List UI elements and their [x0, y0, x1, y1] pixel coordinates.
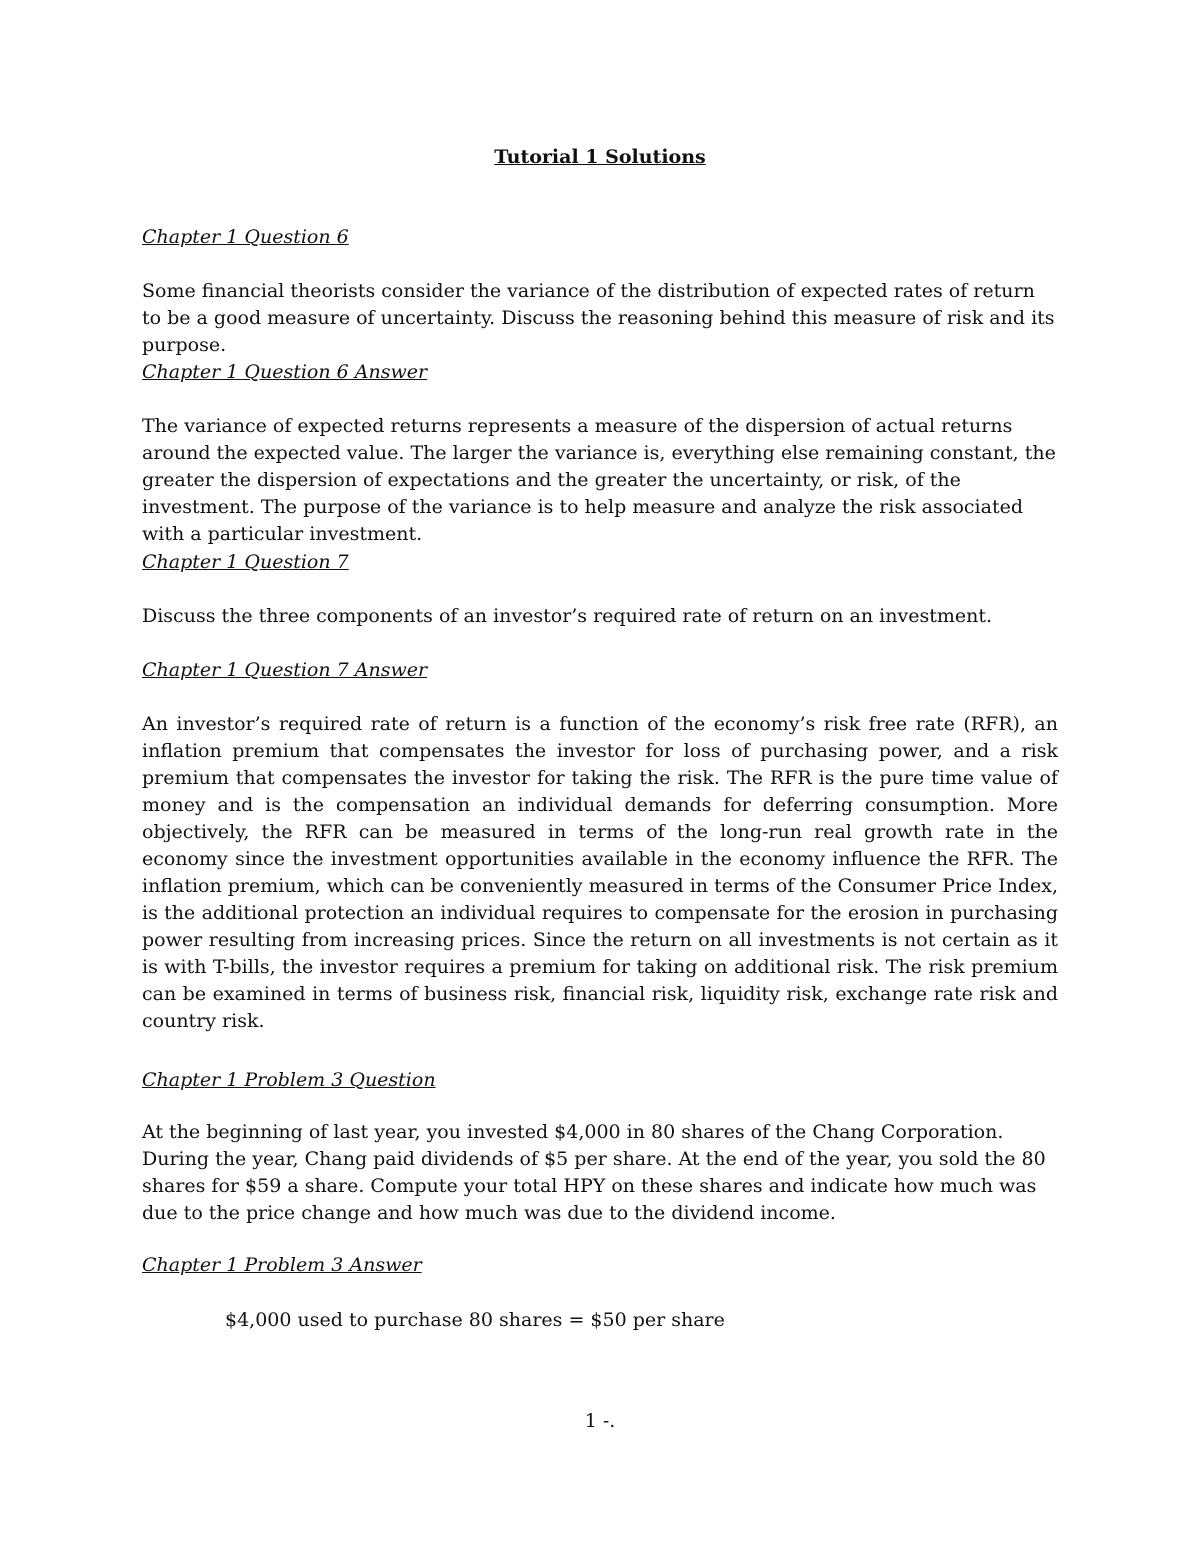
section-text-ch1-q7: Discuss the three components of an investor’s required rate of return on an investment. — [142, 605, 992, 627]
section-text-ch1-q6-answer: The variance of expected returns represents a measure of the dispersion of actual returns around the expected value. The larger the variance is, everything else remaining constant, the greater the dispersion of expectations and the greater the uncertainty, or risk, of the investment. The purpose of the variance is to help measure and analyze the risk associated with a particular investment. — [142, 415, 1056, 545]
section-heading-ch1-q6-answer: Chapter 1 Question 6 Answer — [142, 361, 428, 383]
section-heading-ch1-q7: Chapter 1 Question 7 — [142, 551, 349, 573]
section-text-ch1-q6: Some financial theorists consider the variance of the distribution of expected rates of return to be a good measure of uncertainty. Discuss the reasoning behind this measure of risk and its purpose. — [142, 280, 1055, 356]
section-text-ch1-p3-question: At the beginning of last year, you invested $4,000 in 80 shares of the Chang Corporation. During the year, Chang paid dividends of $5 per share. At the end of the year, you sold the 80 shares for $59 a share. Compute your total HPY on these shares and indicate how much was due to the price change and how much was due to the dividend income. — [142, 1121, 1046, 1224]
section-heading-ch1-p3-answer: Chapter 1 Problem 3 Answer — [142, 1254, 422, 1276]
page-number: 1 -. — [584, 1410, 616, 1432]
section-text-ch1-p3-answer: $4,000 used to purchase 80 shares = $50 per share — [225, 1309, 725, 1331]
section-heading-ch1-p3-question: Chapter 1 Problem 3 Question — [142, 1069, 436, 1091]
section-heading-ch1-q7-answer: Chapter 1 Question 7 Answer — [142, 659, 428, 681]
document-title: Tutorial 1 Solutions — [494, 146, 706, 168]
section-heading-ch1-q6: Chapter 1 Question 6 — [142, 226, 349, 248]
section-text-ch1-q7-answer: An investor’s required rate of return is a function of the economy’s risk free rate (RFR), an inflation premium that compensates the investor for loss of purchasing power, and a risk premium that compensates the investor for taking the risk. The RFR is the pure time value of money and is the compensation an individual demands for deferring consumption. More objectively, the RFR can be measured in terms of the long-run real growth rate in the economy since the investment opportunities available in the economy influence the RFR. The inflation premium, which can be conveniently measured in terms of the Consumer Price Index, is the additional protection an individual requires to compensate for the erosion in purchasing power resulting from increasing prices. Since the return on all investments is not certain as it is with T-bills, the investor requires a premium for taking on additional risk. The risk premium can be examined in terms of business risk, financial risk, liquidity risk, exchange rate risk and country risk. — [142, 713, 1058, 1032]
